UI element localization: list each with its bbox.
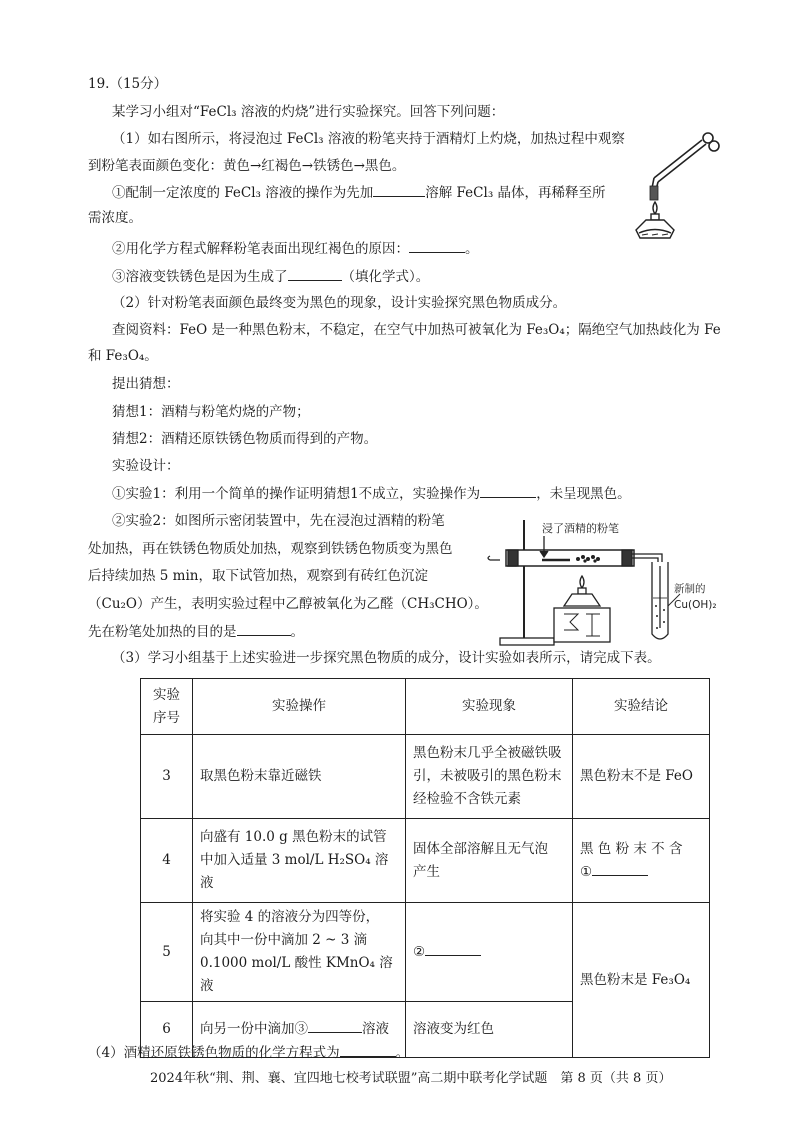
subq2-text-a: ②用化学方程式解释粉笔表面出现红褐色的原因：	[112, 241, 409, 257]
subq2-text-b: 。	[465, 241, 479, 257]
exp2-text-a: 先在粉笔处加热的目的是	[88, 624, 237, 640]
page-footer: 2024年秋“荆、荆、襄、宜四地七校考试联盟”高二期中联考化学试题 第 8 页（共 8 页）	[150, 1071, 672, 1086]
answer-blank[interactable]	[340, 1042, 396, 1057]
operation-cell: 向盛有 10.0 g 黑色粉末的试管 中加入适量 3 mol/L H₂SO₄ 溶液	[193, 819, 406, 903]
subq1-text-c: 需浓度。	[88, 210, 142, 226]
answer-blank[interactable]	[308, 1018, 362, 1033]
answer-blank[interactable]	[425, 941, 481, 956]
alcohol-lamp-icon	[636, 202, 674, 238]
operation-cell: 取黑色粉末靠近磁铁	[193, 735, 406, 819]
part4-text-a: （4）酒精还原铁锈色物质的化学方程式为	[88, 1045, 340, 1061]
subq3-text-a: ③溶液变铁锈色是因为生成了	[112, 269, 288, 285]
operation-cell: 向另一份中滴加③ 溶液	[193, 1002, 406, 1058]
reagent-label-1: 新制的	[674, 583, 706, 595]
hypothesis-2: 猜想2：酒精还原铁锈色物质而得到的产物。	[112, 431, 378, 447]
alcohol-lamp-icon	[554, 576, 610, 642]
chalk-label: 浸了酒精的粉笔	[542, 522, 619, 535]
chalk-icon	[650, 186, 658, 200]
phenomenon-cell: ②	[406, 903, 573, 1002]
exp2-line1: ②实验2：如图所示密闭装置中，先在浸泡过酒精的粉笔	[112, 513, 445, 529]
reference-line1: 查阅资料：FeO 是一种黑色粉末，不稳定，在空气中加热可被氧化为 Fe₃O₄；隔绝空气加热歧化为 Fe	[112, 322, 721, 338]
sealed-apparatus-figure	[482, 510, 744, 660]
row-number: 4	[141, 819, 193, 903]
subq1-text-a: ①配制一定浓度的 FeCl₃ 溶液的操作为先加	[112, 185, 374, 201]
design-title: 实验设计：	[112, 458, 180, 474]
answer-blank[interactable]	[592, 861, 648, 876]
subq1-text-b: 溶解 FeCl₃ 晶体，再稀释至所	[425, 185, 606, 201]
exp1-text-a: ①实验1：利用一个简单的操作证明猜想1不成立，实验操作为	[112, 486, 481, 502]
part1-line1: （1）如右图所示，将浸泡过 FeCl₃ 溶液的粉笔夹持于酒精灯上灼烧，加热过程中观察	[112, 131, 625, 147]
exp2-line5	[88, 621, 304, 642]
exp2-text-b: 。	[290, 624, 304, 640]
part4-text-b: 。	[395, 1045, 410, 1061]
subq2	[112, 238, 479, 259]
subq3-text-b: （填化学式）。	[341, 269, 430, 285]
conclusion-cell: 黑色粉末是 Fe₃O₄	[573, 903, 710, 1058]
crucible-tongs-icon	[652, 133, 719, 190]
header-number: 实验 序号	[141, 679, 193, 735]
table-row	[141, 819, 710, 903]
phenomenon-cell: 固体全部溶解且无气泡 产生	[406, 819, 573, 903]
row-number: 6	[141, 1002, 193, 1058]
header-phenomenon: 实验现象	[406, 679, 573, 735]
intro-text: 某学习小组对“FeCl₃ 溶液的灼烧”进行实验探究。回答下列问题：	[112, 104, 505, 120]
header-operation: 实验操作	[193, 679, 406, 735]
operation-cell: 将实验 4 的溶液分为四等份， 向其中一份中滴加 2 ~ 3 滴 0.1000 mol/L 酸性 KMnO₄ 溶液	[193, 903, 406, 1002]
table-row	[141, 903, 710, 1002]
part4	[88, 1042, 409, 1063]
reference-line2: 和 Fe₃O₄。	[88, 348, 158, 364]
conclusion-cell: 黑色粉末不是 FeO	[573, 735, 710, 819]
answer-blank[interactable]	[480, 483, 536, 498]
hypothesis-title: 提出猜想：	[112, 376, 180, 392]
part3-text: （3）学习小组基于上述实验进一步探究黑色物质的成分，设计实验如表所示，请完成下表。	[112, 650, 661, 666]
phenomenon-cell: 黑色粉末几乎全被磁铁吸 引，未被吸引的黑色粉末 经检验不含铁元素	[406, 735, 573, 819]
exp2-line2: 处加热，再在铁锈色物质处加热，观察到铁锈色物质变为黑色	[88, 541, 453, 557]
subq3	[112, 266, 429, 287]
alcohol-lamp-figure	[628, 122, 726, 240]
part1-line2: 到粉笔表面颜色变化：黄色→红褐色→铁锈色→黑色。	[88, 158, 406, 174]
rubber-tube	[488, 556, 500, 560]
exp2-line4: （Cu₂O）产生，表明实验过程中乙醇被氧化为乙醛（CH₃CHO）。	[88, 596, 488, 612]
table-header-row	[141, 679, 710, 735]
answer-blank[interactable]	[409, 238, 465, 253]
header-conclusion: 实验结论	[573, 679, 710, 735]
exp1-text-b: ，未呈现黑色。	[536, 486, 631, 502]
phenomenon-cell: 溶液变为红色	[406, 1002, 573, 1058]
answer-blank[interactable]	[373, 182, 425, 197]
reagent-label-2: Cu(OH)₂	[674, 599, 717, 611]
table-row	[141, 735, 710, 819]
row-number: 3	[141, 735, 193, 819]
conclusion-cell: 黑 色 粉 末 不 含 ①	[573, 819, 710, 903]
hypothesis-1: 猜想1：酒精与粉笔灼烧的产物；	[112, 404, 310, 420]
experiment-table	[140, 678, 710, 1058]
row-number: 5	[141, 903, 193, 1002]
answer-blank[interactable]	[288, 266, 342, 281]
part2-text: （2）针对粉笔表面颜色最终变为黑色的现象，设计实验探究黑色物质成分。	[112, 295, 567, 311]
question-number: 19.（15分）	[88, 76, 168, 92]
experiment1	[112, 483, 631, 504]
subq1	[112, 182, 606, 203]
exp2-line3: 后持续加热 5 min，取下试管加热，观察到有砖红色沉淀	[88, 568, 428, 584]
iron-stand-icon	[500, 520, 554, 645]
answer-blank[interactable]	[237, 621, 291, 636]
